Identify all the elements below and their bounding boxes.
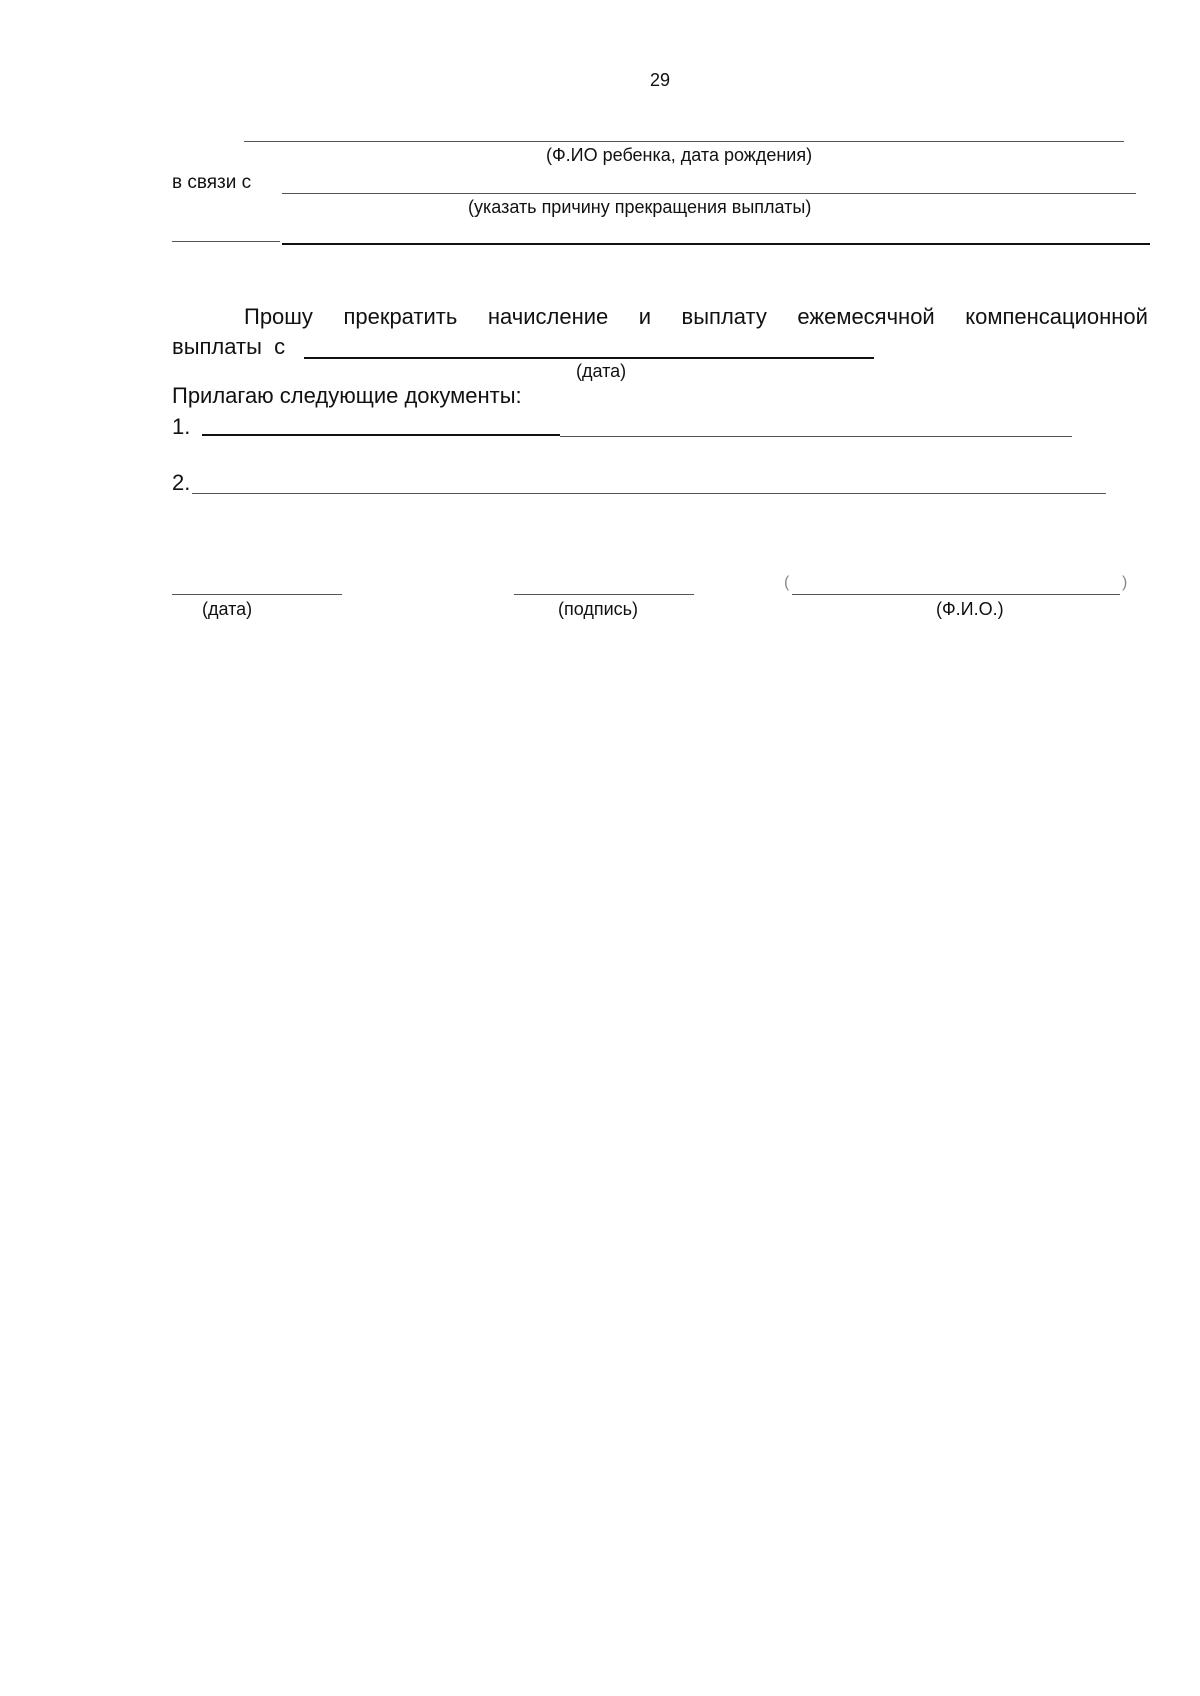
- request-word: начисление: [487, 304, 609, 329]
- stop-date-field[interactable]: [304, 357, 874, 359]
- reason-field-continued[interactable]: [282, 243, 1150, 245]
- attachment-1-field[interactable]: [202, 434, 560, 436]
- request-word: компенсационной: [965, 304, 1148, 329]
- signature-date-caption: (дата): [202, 599, 253, 619]
- request-text-line2: выплаты с: [172, 334, 286, 359]
- child-name-caption: (Ф.ИО ребенка, дата рождения): [546, 145, 813, 165]
- name-paren-open: (: [784, 574, 790, 591]
- attachment-2-field[interactable]: [192, 493, 1106, 494]
- signature-date-field[interactable]: [172, 594, 342, 595]
- name-paren-close: ): [1122, 574, 1128, 591]
- request-word: ежемесячной: [797, 304, 935, 329]
- signature-caption: (подпись): [558, 599, 639, 619]
- child-name-field[interactable]: [244, 141, 1124, 142]
- full-name-caption: (Ф.И.О.): [936, 599, 1004, 619]
- reason-prefix: в связи с: [172, 172, 252, 193]
- stop-date-caption: (дата): [576, 361, 627, 381]
- full-name-field[interactable]: [792, 594, 1120, 595]
- request-word: и: [638, 304, 652, 329]
- attachment-number: 2.: [172, 470, 191, 495]
- reason-field-continued-left[interactable]: [172, 241, 280, 242]
- request-text-line1: [172, 304, 1148, 330]
- attachment-1-field-continued[interactable]: [560, 436, 1072, 437]
- signature-field[interactable]: [514, 594, 694, 595]
- attachment-number: 1.: [172, 414, 191, 439]
- request-word: выплату: [681, 304, 767, 329]
- request-word: Прошу: [244, 304, 313, 329]
- page-number: 29: [649, 70, 671, 90]
- reason-caption: (указать причину прекращения выплаты): [468, 197, 812, 217]
- attachments-heading: Прилагаю следующие документы:: [172, 383, 522, 408]
- reason-field[interactable]: [282, 193, 1136, 194]
- request-word: прекратить: [343, 304, 458, 329]
